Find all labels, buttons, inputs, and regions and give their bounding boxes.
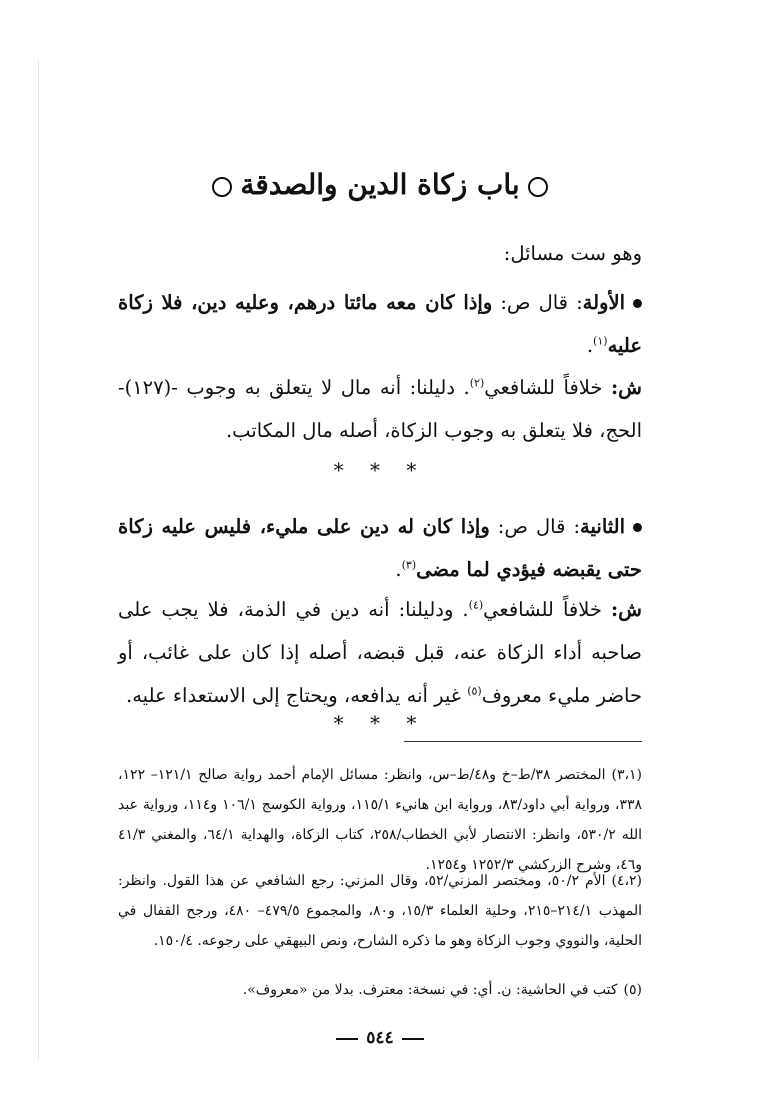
bullet-icon <box>633 523 642 532</box>
issue1-text: وإذا كان معه مائتا درهم، وعليه دين، فلا زكاة عليه <box>118 291 642 357</box>
bullet-icon <box>633 299 642 308</box>
separator-stars-1: * * * <box>333 458 427 482</box>
section-separator-2 <box>120 711 640 735</box>
footnote-number: (٥) <box>623 982 642 998</box>
circle-ornament-right <box>528 177 548 197</box>
separator-stars-2: * * * <box>333 711 427 735</box>
issue2-statement <box>118 505 642 591</box>
folio-dash <box>402 1038 424 1040</box>
footnote-ref-4: (٤) <box>468 598 484 612</box>
footnote-text: كتب في الحاشية: ن. أي: في نسخة: معترف. بدلا من «معروف». <box>242 982 618 998</box>
section-separator-1 <box>120 458 640 482</box>
folio-dash <box>336 1038 358 1040</box>
issue2-qal: : قال ص: <box>489 515 581 538</box>
footnote-text: المختصر ٣٨/ط–خ و٤٨/ط–س، وانظر: مسائل الإمام أحمد رواية صالح ١٢١/١– ١٢٢، ٣٣٨، ورواية أبي داود/٨٣، ورواية ابن هانيء ١١٥/١، ورواية الكوسج ١٠٦/١ و١١٤، ورواية عبد الله ٥٣٠/٢، وانظر: الانتصار لأبي الخطاب/٢٥٨، كتاب الزكاة، والهداية ٦٤/١، والمغني ٤١/٣ و٤٦، وشرح الزركشي ١٢٥٢/٣ و١٢٥٤. <box>118 767 643 873</box>
footnote-ref-5: (٥) <box>467 684 482 698</box>
issue2-sh-rest1: . ودليلنا: أنه دين في الذمة، فلا يجب على صاحبه أداء الزكاة عنه، قبل قبضه، أصله إذا كان على غائب، أو حاضر مليء معروف <box>118 598 642 707</box>
intro-text: وهو ست مسائل: <box>503 242 642 265</box>
issue2-commentary <box>118 588 642 717</box>
chapter-heading <box>120 168 640 201</box>
page-number-block <box>120 1028 640 1048</box>
issue2-sh-text: خلافاً للشافعي <box>483 598 611 621</box>
footnote-1 <box>118 760 642 880</box>
intro-line <box>118 232 642 275</box>
issue2-end: . <box>395 558 402 581</box>
footnote-ref-3: (٣) <box>401 558 417 572</box>
footnote-text: الأم ٥٠/٢، ومختصر المزني/٥٢، وقال المزني: رجع الشافعي عن هذا القول. وانظر: المهذب ٢١٤/١–٢١٥، وحلية العلماء ١٥/٣، و٨٠، والمجموع ٤٧٩/٥– ٤٨٠، ورجح القفال في الحلية، والنووي وجوب الزكاة وهو ما ذكره الشارح، ونص البيهقي على رجوعه. ١٥٠/٤. <box>118 873 642 949</box>
footnote-ref-2: (٢) <box>469 376 485 390</box>
issue1-label: الأولة <box>582 291 625 314</box>
issue1-qal: : قال ص: <box>492 291 583 314</box>
chapter-title: باب زكاة الدين والصدقة <box>240 168 520 201</box>
footnote-number: (٤،٢) <box>611 873 642 889</box>
issue1-sh: ش: <box>610 376 642 399</box>
page-edge-line <box>38 60 39 1060</box>
issue2-sh: ش: <box>610 598 642 621</box>
footnote-rule <box>404 741 642 742</box>
footnote-3 <box>118 975 642 1005</box>
issue1-sh-text: خلافاً للشافعي <box>484 376 611 399</box>
issue1-end: . <box>586 334 594 357</box>
footnote-ref-1: (١) <box>593 334 608 348</box>
footnote-number: (٣،١) <box>611 767 643 783</box>
issue2-label: الثانية <box>580 515 625 538</box>
issue1-statement <box>118 281 642 367</box>
issue2-sh-rest2: غير أنه يدافعه، ويحتاج إلى الاستعداء عليه. <box>126 684 468 707</box>
page-number: ٥٤٤ <box>366 1028 394 1048</box>
footnote-2 <box>118 866 642 956</box>
issue1-sh-rest: . دليلنا: أنه مال لا يتعلق به وجوب -(١٢٧)- الحج، فلا يتعلق به وجوب الزكاة، أصله مال المكاتب. <box>118 376 642 442</box>
issue2-text: وإذا كان له دين على مليء، فليس عليه زكاة حتى يقبضه فيؤدي لما مضى <box>118 515 642 581</box>
issue1-commentary <box>118 366 642 452</box>
circle-ornament-left <box>212 177 232 197</box>
